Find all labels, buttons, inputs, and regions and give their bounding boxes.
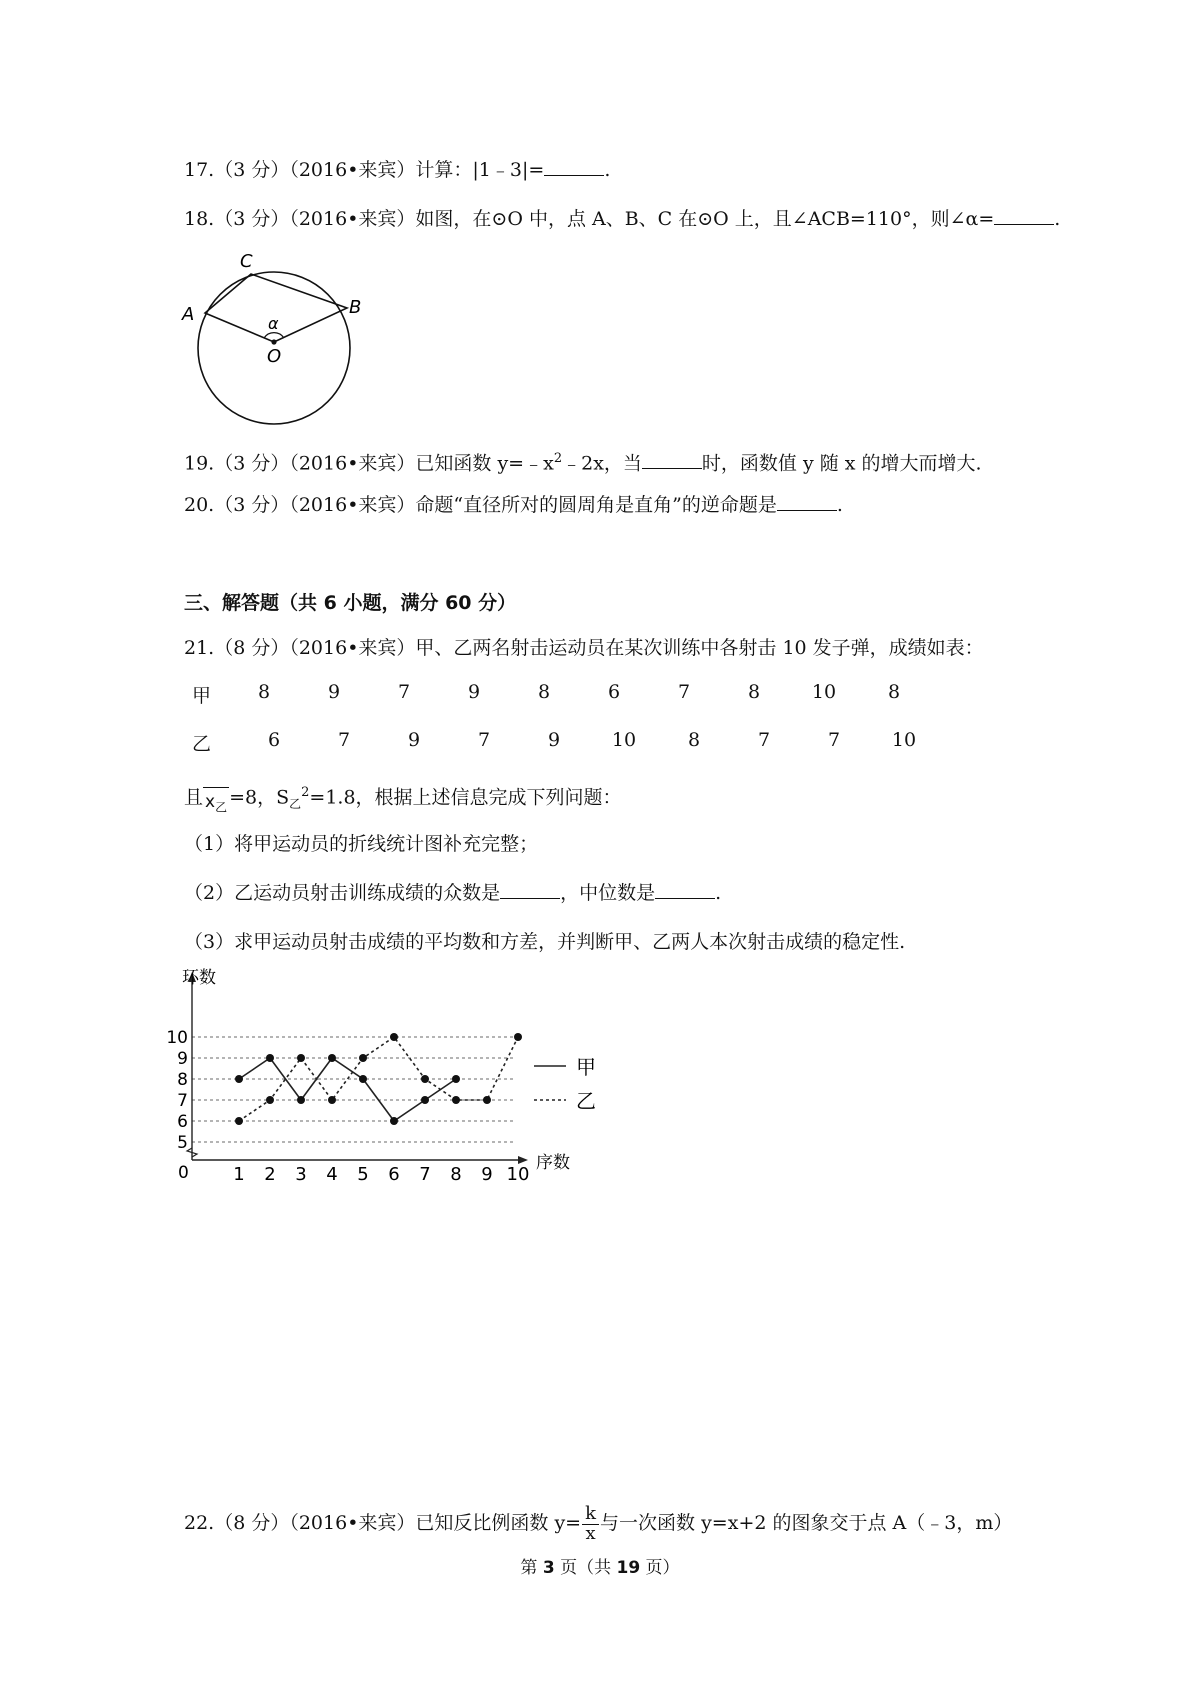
circle-figure (180, 240, 380, 435)
score-cell: 9 (327, 681, 341, 703)
question-21-part-2: （2）乙运动员射击训练成绩的众数是 ，中位数是 . (184, 882, 722, 904)
score-cell: 10 (891, 729, 917, 751)
current-page: 3 (542, 1558, 555, 1578)
x-tick-label: 9 (481, 1164, 493, 1185)
data-point (390, 1117, 398, 1125)
line-chart (166, 968, 656, 1190)
mean-symbol: $x_乙$ (203, 787, 229, 821)
origin-label: 0 (178, 1163, 189, 1183)
x-tick-label: 8 (450, 1164, 462, 1185)
data-point (359, 1054, 367, 1062)
y-tick-label: 6 (177, 1112, 188, 1132)
data-point (390, 1033, 398, 1041)
score-cell: 7 (757, 729, 771, 751)
score-row-label: 甲 (192, 685, 212, 707)
data-point (328, 1096, 336, 1104)
question-22: 22.（8 分）（2016•来宾）已知反比例函数 y= $\frac{k}{x}$ 与一次函数 y=x+2 的图象交于点 A（﹣3，m） (184, 1502, 1013, 1544)
score-cell: 6 (607, 681, 621, 703)
angle-alpha-arc (264, 333, 284, 338)
data-point (328, 1054, 336, 1062)
answer-blank-17[interactable] (544, 157, 604, 176)
data-point (235, 1075, 243, 1083)
question-18-text: 18.（3 分）（2016•来宾）如图，在⊙O 中，点 A、B、C 在⊙O 上，且∠ACB=110°，则∠α= (184, 208, 995, 230)
score-cell: 7 (477, 729, 491, 751)
score-cell: 6 (267, 729, 281, 751)
score-row-yi (184, 729, 1004, 757)
label-c: C (240, 251, 253, 272)
label-b: B (349, 297, 362, 318)
answer-blank-median[interactable] (655, 880, 715, 899)
legend-label: 甲 (576, 1055, 596, 1079)
question-21-part-1: （1）将甲运动员的折线统计图补充完整； (184, 833, 539, 855)
data-point (421, 1096, 429, 1104)
section-heading: 三、解答题（共 6 小题，满分 60 分） (184, 592, 517, 614)
answer-blank-20[interactable] (777, 492, 837, 511)
answer-blank-mode[interactable] (500, 880, 560, 899)
x-tick-label: 10 (506, 1164, 530, 1185)
score-cell: 7 (677, 681, 691, 703)
data-point (359, 1075, 367, 1083)
score-cell: 9 (467, 681, 481, 703)
answer-blank-18[interactable] (994, 206, 1054, 225)
question-18: 18.（3 分）（2016•来宾）如图，在⊙O 中，点 A、B、C 在⊙O 上，且∠ACB=110°，则∠α= . (184, 208, 1061, 230)
score-cell: 8 (747, 681, 761, 703)
question-21: 21.（8 分）（2016•来宾）甲、乙两名射击运动员在某次训练中各射击 10 发子弹，成绩如表： (184, 637, 984, 659)
x-tick-label: 2 (264, 1164, 276, 1185)
x-tick-label: 5 (357, 1164, 369, 1185)
series-line-jia (239, 1058, 456, 1121)
question-20: 20.（3 分）（2016•来宾）命题“直径所对的圆周角是直角”的逆命题是 . (184, 494, 843, 516)
data-point (297, 1054, 305, 1062)
center-point-o (271, 339, 276, 344)
question-20-text: 20.（3 分）（2016•来宾）命题“直径所对的圆周角是直角”的逆命题是 (184, 494, 777, 516)
y-axis-label: 环数 (182, 968, 216, 988)
answer-blank-19[interactable] (642, 450, 702, 469)
score-cell: 7 (337, 729, 351, 751)
x-tick-label: 3 (295, 1164, 307, 1185)
x-tick-label: 7 (419, 1164, 431, 1185)
score-row-jia (184, 681, 1004, 709)
label-o: O (267, 346, 282, 367)
x-axis-label: 序数 (536, 1153, 570, 1173)
score-cell: 8 (687, 729, 701, 751)
data-point (266, 1054, 274, 1062)
score-cell: 8 (887, 681, 901, 703)
score-cell: 8 (257, 681, 271, 703)
score-cell: 10 (811, 681, 837, 703)
y-tick-label: 9 (177, 1049, 188, 1069)
data-point (514, 1033, 522, 1041)
x-axis-arrow (518, 1156, 528, 1164)
score-row-label: 乙 (192, 733, 212, 755)
score-cell: 7 (827, 729, 841, 751)
question-17: 17.（3 分）（2016•来宾）计算：|1﹣3|= . (184, 159, 611, 181)
data-point (483, 1096, 491, 1104)
x-tick-label: 1 (233, 1164, 245, 1185)
data-point (235, 1117, 243, 1125)
score-cell: 9 (407, 729, 421, 751)
question-19: 19.（3 分）（2016•来宾）已知函数 $y=﹣x^2﹣2x$，当 时，函数值 y 随 x 的增大而增大. (184, 451, 982, 475)
question-21-part-3: （3）求甲运动员射击成绩的平均数和方差，并判断甲、乙两人本次射击成绩的稳定性. (184, 931, 906, 953)
page-footer: 第 3 页（共 19 页） (520, 1558, 680, 1578)
question-17-text: 17.（3 分）（2016•来宾）计算：|1﹣3|= (184, 159, 545, 181)
data-point (452, 1096, 460, 1104)
y-tick-label: 7 (177, 1091, 188, 1111)
question-21-condition: 且 $x_乙 =8$，$S_乙^2=1.8$，根据上述信息完成下列问题： (184, 779, 622, 818)
score-cell: 9 (547, 729, 561, 751)
legend-label: 乙 (576, 1089, 596, 1113)
y-tick-label: 8 (177, 1070, 188, 1090)
data-point (452, 1075, 460, 1083)
total-pages: 19 (616, 1558, 641, 1578)
y-tick-label: 5 (177, 1133, 188, 1153)
x-tick-label: 4 (326, 1164, 338, 1185)
data-point (297, 1096, 305, 1104)
label-alpha: α (268, 314, 279, 333)
score-cell: 7 (397, 681, 411, 703)
data-point (421, 1075, 429, 1083)
fraction-k-over-x: $\frac{k}{x}$ (582, 1505, 599, 1544)
y-tick-label: 10 (166, 1028, 188, 1048)
x-tick-label: 6 (388, 1164, 400, 1185)
label-a: A (182, 304, 195, 325)
data-point (266, 1096, 274, 1104)
score-cell: 8 (537, 681, 551, 703)
score-cell: 10 (611, 729, 637, 751)
